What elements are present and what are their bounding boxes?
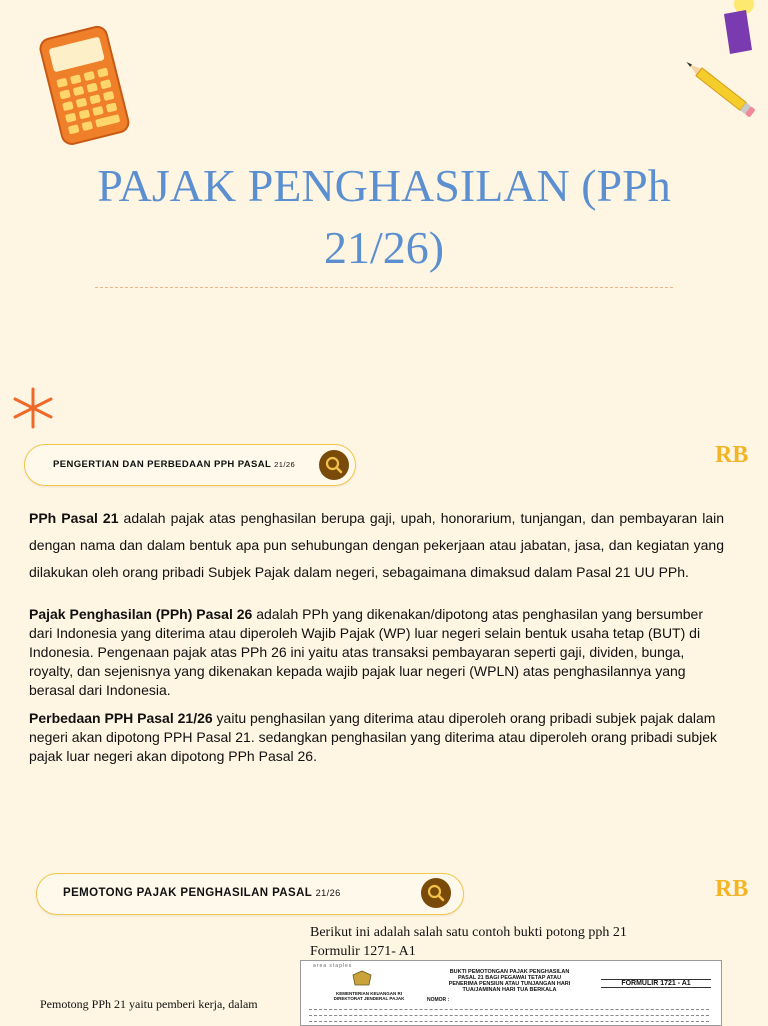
rb-badge: RB [715,442,749,468]
asterisk-icon [10,385,56,431]
search-icon [324,455,344,475]
form-nomor: NOMOR : [427,997,450,1003]
form-header-line: PENERIMA PENSIUN ATAU TUNJANGAN HARI [448,981,571,987]
paragraph-pph26-term: Pajak Penghasilan (PPh) Pasal 26 [29,606,253,622]
form-1721-a1-image [300,960,722,1026]
page-title: PAJAK PENGHASILAN (PPh 21/26) [97,160,671,273]
lightbulb-icon [716,0,768,58]
paragraph-pph26 [29,605,724,700]
search-button[interactable] [421,878,451,908]
paragraph-difference-text: yaitu penghasilan yang diterima atau diperoleh orang pribadi subjek pajak dalam negeri akan dipotong PPH Pasal 21. sedangkan penghasilan yang diterima atau diperoleh orang pribadi subjek pajak luar negeri akan dipotong PPh Pasal 26. [29,710,718,764]
form-ministry-logo [351,970,373,988]
section-pill-definition [24,444,356,486]
example-caption: Berikut ini adalah salah satu contoh bukti potong pph 21 Formulir 1271- A1 [310,925,627,959]
pencil-icon [672,52,758,132]
form-header-line: PASAL 21 BAGI PEGAWAI TETAP ATAU [457,975,562,981]
calculator-icon [30,22,135,147]
form-field-lines [309,1005,709,1023]
form-area-label: area staples [313,963,353,969]
section-label-main: PENGERTIAN DAN PERBEDAAN PPH PASAL [53,459,275,470]
section-pill-withholder [36,873,464,915]
form-number: FORMULIR 1721 - A1 [601,979,711,988]
rb-badge: RB [715,876,749,902]
paragraph-difference [29,709,724,766]
section-pill-label [63,887,341,899]
section-pill-label [53,459,295,470]
form-ministry: KEMENTERIAN KEUANGAN RI DIREKTORAT JENDERAL PAJAK [333,991,405,1001]
paragraph-pph26-text: adalah PPh yang dikenakan/dipotong atas penghasilan yang bersumber dari Indonesia yang diterima atau diperoleh Wajib Pajak (WP) luar negeri selain bentuk usaha tetap (BUT) di Indonesia. Pengenaan pajak atas PPh 26 ini yaitu atas transaksi pembayaran seperti gaji, dividen, bunga, royalty, dan sejenisnya yang dikenakan kepada wajib pajak luar negeri (WPLN) atas penghasilannya yang berasal dari Indonesia. [29,606,703,698]
withholder-caption: Pemotong PPh 21 yaitu pemberi kerja, dalam [40,997,258,1011]
paragraph-pph21 [29,505,724,586]
search-icon [426,883,446,903]
form-header-line: BUKTI PEMOTONGAN PAJAK PENGHASILAN [449,969,570,975]
form-header [427,969,592,993]
paragraph-pph21-term: PPh Pasal 21 [29,510,119,526]
paragraph-difference-term: Perbedaan PPH Pasal 21/26 [29,710,213,726]
title-divider [95,287,673,288]
section-label-main: PEMOTONG PAJAK PENGHASILAN PASAL [63,887,316,899]
section-label-number: 21/26 [315,888,341,898]
form-header-line: TUA/JAMINAN HARI TUA BERKALA [462,987,557,993]
section-label-number: 21/26 [274,460,296,469]
search-button[interactable] [319,450,349,480]
paragraph-pph21-text: adalah pajak atas penghasilan berupa gaji, upah, honorarium, tunjangan, dan pembayaran lain dengan nama dan dalam bentuk apa pun sehubungan dengan pekerjaan atau jabatan, jasa, dan kegiatan yang dilakukan oleh orang pribadi Subjek Pajak dalam negeri, sebagaimana dimaksud dalam Pasal 21 UU PPh. [29,510,724,580]
